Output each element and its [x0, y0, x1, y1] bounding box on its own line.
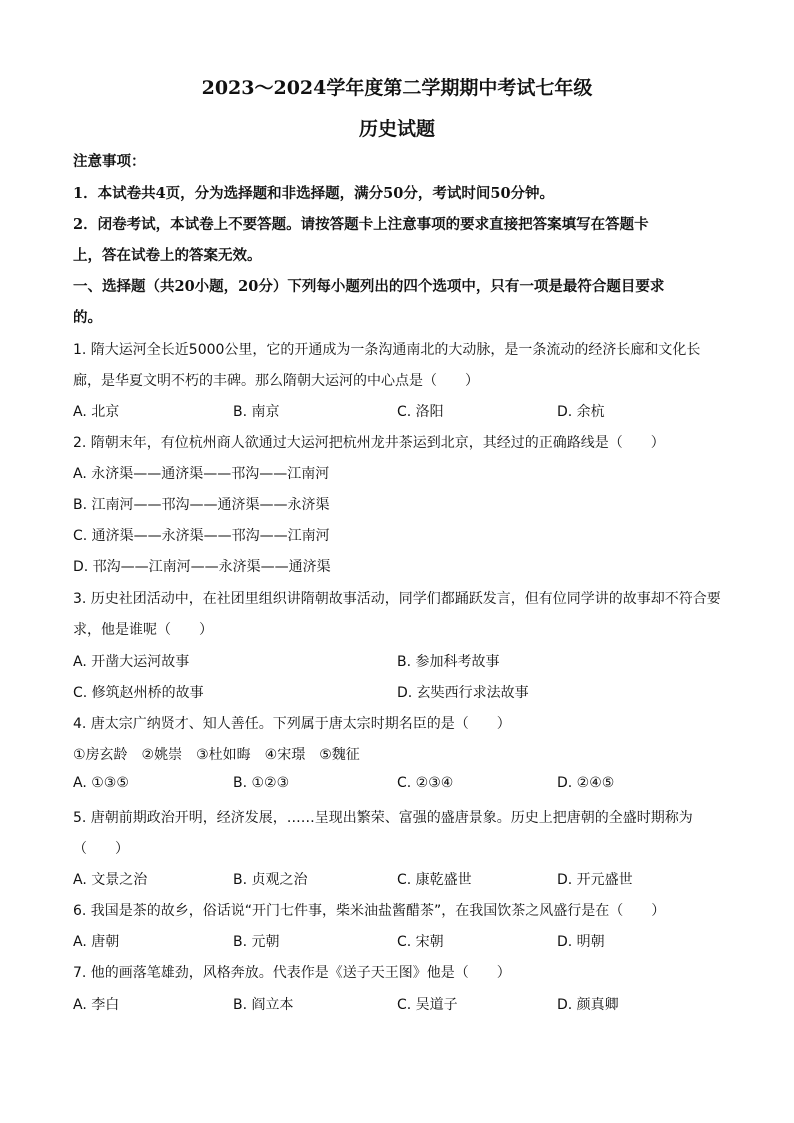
question-1-option-b: B. 南京: [233, 404, 280, 420]
section-heading-line-2: 的。: [73, 309, 102, 326]
question-2-option-a: A. 永济渠——通济渠——邗沟——江南河: [73, 466, 330, 482]
question-5-stem-line-1: 5. 唐朝前期政治开明，经济发展，……呈现出繁荣、富强的盛唐景象。历史上把唐朝的全盛时期称为: [73, 810, 693, 826]
question-6-option-a: A. 唐朝: [73, 934, 120, 950]
exam-title: 2023～2024学年度第二学期期中考试七年级: [201, 77, 593, 99]
question-3-option-b: B. 参加科考故事: [397, 654, 500, 670]
question-5-option-c: C. 康乾盛世: [397, 872, 472, 888]
question-3-stem-line-2: 求，他是谁呢（ ）: [73, 622, 213, 638]
question-4-option-c: C. ②③④: [397, 775, 454, 791]
question-7-option-b: B. 阎立本: [233, 997, 294, 1013]
question-6-stem-line-1: 6. 我国是茶的故乡，俗话说“开门七件事，柴米油盐酱醋茶”，在我国饮茶之风盛行是在（ ）: [73, 903, 666, 919]
question-1-option-c: C. 洛阳: [397, 404, 444, 420]
question-5-stem-line-2: （ ）: [73, 841, 129, 857]
question-1-stem-line-2: 廊，是华夏文明不朽的丰碑。那么隋朝大运河的中心点是（ ）: [73, 373, 479, 389]
notice-item-2-line-2: 上，答在试卷上的答案无效。: [73, 247, 262, 264]
question-5-option-b: B. 贞观之治: [233, 872, 308, 888]
question-7-stem-line-1: 7. 他的画落笔雄劲，风格奔放。代表作是《送子天王图》他是（ ）: [73, 965, 511, 981]
question-7-option-d: D. 颜真卿: [557, 997, 619, 1013]
question-7-option-c: C. 吴道子: [397, 997, 458, 1013]
question-2-stem-line-1: 2. 隋朝末年，有位杭州商人欲通过大运河把杭州龙井茶运到北京，其经过的正确路线是（ ）: [73, 435, 665, 451]
question-5-option-d: D. 开元盛世: [557, 872, 633, 888]
question-6-option-d: D. 明朝: [557, 934, 605, 950]
question-1-option-a: A. 北京: [73, 404, 120, 420]
question-4-stem-line-1: 4. 唐太宗广纳贤才、知人善任。下列属于唐太宗时期名臣的是（ ）: [73, 716, 511, 732]
question-2-option-d: D. 邗沟——江南河——永济渠——通济渠: [73, 559, 331, 575]
question-3-option-a: A. 开凿大运河故事: [73, 654, 190, 670]
question-2-option-c: C. 通济渠——永济渠——邗沟——江南河: [73, 528, 330, 544]
subject-title: 历史试题: [358, 118, 435, 140]
question-3-option-c: C. 修筑赵州桥的故事: [73, 685, 204, 701]
notice-heading: 注意事项：: [73, 153, 146, 170]
question-6-option-c: C. 宋朝: [397, 934, 444, 950]
question-4-option-b: B. ①②③: [233, 775, 290, 791]
section-heading-line-1: 一、选择题（共20小题，20分）下列每小题列出的四个选项中，只有一项是最符合题目要求: [73, 278, 665, 295]
question-1-option-d: D. 余杭: [557, 404, 605, 420]
question-3-stem-line-1: 3. 历史社团活动中，在社团里组织讲隋朝故事活动，同学们都踊跃发言，但有位同学讲的故事却不符合要: [73, 591, 721, 607]
question-4-option-a: A. ①③⑤: [73, 775, 129, 791]
question-2-option-b: B. 江南河——邗沟——通济渠——永济渠: [73, 497, 330, 513]
question-3-option-d: D. 玄奘西行求法故事: [397, 685, 529, 701]
notice-item-2-line-1: 2．闭卷考试，本试卷上不要答题。请按答题卡上注意事项的要求直接把答案填写在答题卡: [73, 216, 649, 233]
notice-item-1: 1．本试卷共4页，分为选择题和非选择题，满分50分，考试时间50分钟。: [73, 185, 555, 202]
question-1-stem-line-1: 1. 隋大运河全长近5000公里，它的开通成为一条沟通南北的大动脉，是一条流动的经济长廊和文化长: [73, 342, 701, 358]
question-5-option-a: A. 文景之治: [73, 872, 148, 888]
question-4-stem-line-2: ①房玄龄 ②姚崇 ③杜如晦 ④宋璟 ⑤魏征: [73, 747, 360, 763]
question-4-option-d: D. ②④⑤: [557, 775, 615, 791]
question-7-option-a: A. 李白: [73, 997, 120, 1013]
question-6-option-b: B. 元朝: [233, 934, 280, 950]
